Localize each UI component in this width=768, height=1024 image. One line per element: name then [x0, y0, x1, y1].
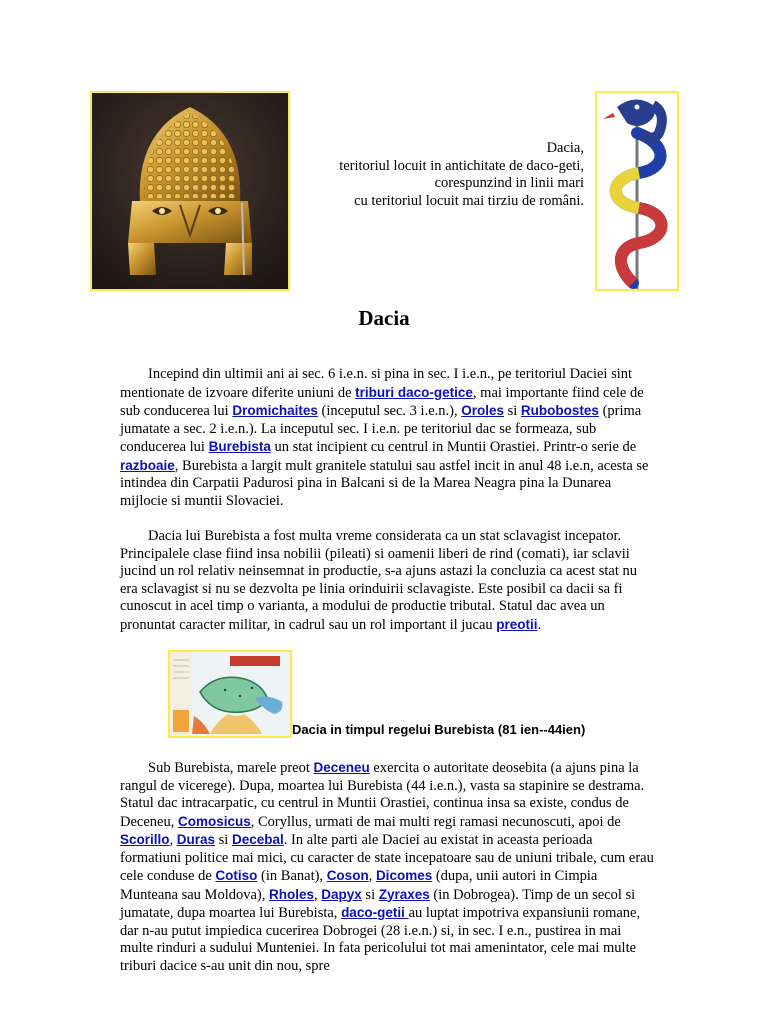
link-triburi-daco-getice[interactable]: triburi daco-getice — [355, 384, 473, 400]
golden-helmet-illustration — [92, 93, 288, 289]
link-cotiso[interactable]: Cotiso — [215, 868, 258, 883]
link-dromichaites[interactable]: Dromichaites — [232, 403, 318, 418]
paragraph-3 — [120, 759, 656, 975]
draco-serpent-illustration — [597, 93, 677, 289]
link-decebal[interactable]: Decebal — [231, 832, 284, 847]
caption-line: teritoriul locuit in antichitate de daco-geti, — [339, 157, 584, 174]
text: Dacia lui Burebista a fost multa vreme considerata ca un stat sclavagist incepator. Principalele clase fiind insa nobilii (pileati) si oamenii liberi de rind (comati), iar sclavii jucind un rol relativ neinsemnat in productie, s-a ajuns astazi la concluzia ca acest stat nu era sclavagist si nu se dezvolta pe linia orinduirii sclavagiste. Este posibil ca dacii sa fi cunoscut in acel timp o varianta, a modului de productie tributal. Statul dac avea un pronuntat caracter militar, in cadrul sau un rol important il jucau — [120, 528, 637, 633]
text: , Burebista a largit mult granitele statului sau astfel incit in anul 48 i.e.n, acesta se intindea din Carpatii Padurosi pina in Balcani si de la Marea Neagra pina la Dunarea mijlocie si muntii Slovaciei. — [120, 457, 649, 509]
dacian-draco-image — [595, 91, 679, 291]
link-dapyx[interactable]: Dapyx — [321, 886, 362, 902]
text: si — [504, 403, 521, 419]
link-razboaie[interactable]: razboaie — [120, 457, 175, 473]
page-title: Dacia — [358, 306, 410, 330]
text: , — [169, 832, 177, 848]
caption-line: cu teritoriul locuit mai tirziu de români. — [354, 192, 584, 209]
link-preotii[interactable]: preotii — [496, 616, 538, 632]
link-deceneu[interactable]: Deceneu — [313, 760, 370, 775]
link-coson[interactable]: Coson — [326, 868, 369, 883]
caption-line: Dacia, — [546, 140, 584, 156]
text: un stat incipient cu centrul in Muntii Orastiei. Printr-o serie de — [270, 439, 637, 455]
link-duras[interactable]: Duras — [176, 832, 216, 847]
link-comosicus[interactable]: Comosicus — [177, 813, 251, 829]
text: , — [314, 886, 322, 903]
link-oroles[interactable]: Oroles — [461, 403, 504, 418]
text: . In alte parti ale Daciei au existat in aceasta perioada formatiuni politice mai mici, cu caracter de state incepatoare sau de uniuni tribale, cum erau cele conduse de — [120, 832, 654, 884]
paragraph-2 — [120, 528, 656, 634]
text: si — [361, 886, 379, 903]
intro-caption — [300, 140, 584, 210]
text: , Coryllus, urmati de mai multi regi ramasi necunoscuti, apoi de — [250, 813, 621, 830]
text: (inceputul sec. 3 i.e.n.), — [317, 403, 462, 419]
text: (in Banat), — [257, 868, 327, 884]
link-dicomes[interactable]: Dicomes — [375, 868, 433, 883]
text: au luptat impotriva expansiunii romane, dar n-au putut impiedica cucerirea Dobrogei (28 i.e.n.) si, in sec. I e.n., pustirea in mai multe rinduri a sudului Munteniei. In fata pericolului tot mai amenintator, cele mai multe triburi dacice s-au unit din nou, spre — [120, 905, 641, 974]
paragraph-1 — [120, 366, 656, 510]
link-zyraxes[interactable]: Zyraxes — [378, 886, 430, 902]
text: . — [537, 616, 542, 633]
map-caption: Dacia in timpul regelui Burebista (81 ien--44ien) — [292, 722, 586, 737]
text: , — [368, 868, 376, 884]
text: , mai importante fiind cele de sub conducerea lui — [120, 384, 644, 419]
historical-map-illustration — [170, 652, 290, 736]
link-daco-getii[interactable]: daco-getii — [341, 905, 409, 920]
text: (in Dobrogea). Timp de un secol si jumatate, dupa moartea lui Burebista, — [120, 886, 636, 921]
link-burebista[interactable]: Burebista — [208, 439, 271, 454]
link-rubobostes[interactable]: Rubobostes — [520, 403, 599, 418]
text: Incepind din ultimii ani ai sec. 6 i.e.n. si pina in sec. I i.e.n., pe teritoriul Daciei sint mentionate de izvoare diferite uniuni de — [120, 366, 633, 401]
text: si — [215, 832, 232, 848]
text: Sub Burebista, marele preot — [148, 760, 314, 776]
burebista-map-image[interactable] — [168, 650, 292, 738]
link-scorillo[interactable]: Scorillo — [120, 832, 170, 847]
text: (prima jumatate a sec. 2 i.e.n.). La inceputul sec. I i.e.n. pe teritoriul dac se formeaza, sub conducerea lui — [120, 403, 642, 455]
caption-line: corespunzind in linii mari — [434, 175, 584, 191]
helmet-image — [90, 91, 290, 291]
text: (dupa, unii autori in Cimpia Munteana sau Moldova), — [120, 868, 598, 903]
text: exercita o autoritate deosebita (a ajuns pina la rangul de vicerege). Dupa, moartea lui Burebista (44 i.e.n.), vasta sa stapinire se destrama. Statul dac intracarpatic, cu centrul in Muntii Orastiei, continua insa sa existe, condus de Deceneu, — [120, 760, 645, 830]
link-rholes[interactable]: Rholes — [269, 886, 315, 902]
